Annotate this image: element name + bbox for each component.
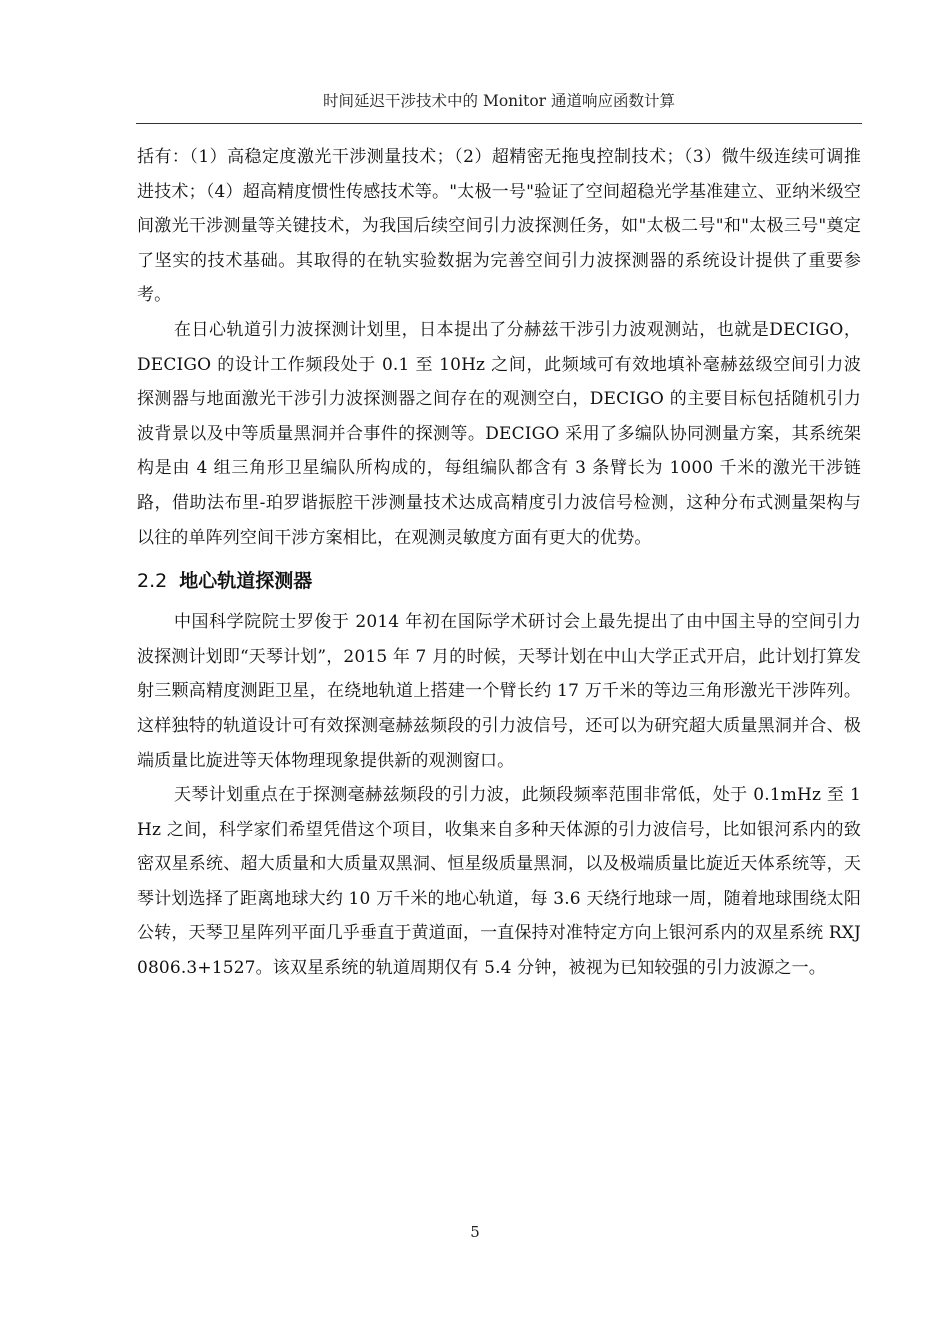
paragraph-tianqin-intro: 中国科学院院士罗俊于 2014 年初在国际学术研讨会上最先提出了由中国主导的空间引力波探测计划即“天琴计划”，2015 年 7 月的时候，天琴计划在中山大学正式开启，此计划打算发射三颗高精度测距卫星，在绕地轨道上搭建一个臂长约 17 万千米的等边三角形激光干涉阵列。这样独特的轨道设计可有效探测毫赫兹频段的引力波信号，还可以为研究超大质量黑洞并合、极端质量比旋进等天体物理现象提供新的观测窗口。 <box>137 612 861 771</box>
page-content <box>137 140 861 986</box>
paragraph-decigo: 在日心轨道引力波探测计划里，日本提出了分赫兹干涉引力波观测站，也就是DECIGO，DECIGO 的设计工作频段处于 0.1 至 10Hz 之间，此频域可有效地填补毫赫兹级空间引力波探测器与地面激光干涉引力波探测器之间存在的观测空白，DECIGO 的主要目标包括随机引力波背景以及中等质量黑洞并合事件的探测等。DECIGO 采用了多编队协同测量方案，其系统架构是由 4 组三角形卫星编队所构成的，每组编队都含有 3 条臂长为 1000 千米的激光干涉链路，借助法布里-珀罗谐振腔干涉测量技术达成高精度引力波信号检测，这种分布式测量架构与以往的单阵列空间干涉方案相比，在观测灵敏度方面有更大的优势。 <box>137 319 861 548</box>
header-rule <box>136 123 862 124</box>
page-number: 5 <box>470 1223 480 1241</box>
section-heading <box>137 567 861 595</box>
section-number: 2.2 <box>137 570 168 593</box>
paragraph-tianqin-detail: 天琴计划重点在于探测毫赫兹频段的引力波，此频段频率范围非常低，处于 0.1mHz 至 1Hz 之间，科学家们希望凭借这个项目，收集来自多种天体源的引力波信号，比如银河系内的致密双星系统、超大质量和大质量双黑洞、恒星级质量黑洞，以及极端质量比旋近天体系统等，天琴计划选择了距离地球大约 10 万千米的地心轨道，每 3.6 天绕行地球一周，随着地球围绕太阳公转，天琴卫星阵列平面几乎垂直于黄道面，一直保持对准特定方向上银河系内的双星系统 RXJ0806.3+1527。该双星系统的轨道周期仅有 5.4 分钟，被视为已知较强的引力波源之一。 <box>137 785 861 979</box>
section-title: 地心轨道探测器 <box>179 570 313 593</box>
running-header: 时间延迟干涉技术中的 Monitor 通道响应函数计算 <box>323 92 675 110</box>
paragraph-taiji-continued: 括有：（1）高稳定度激光干涉测量技术；（2）超精密无拖曳控制技术；（3）微牛级连续可调推进技术；（4）超高精度惯性传感技术等。"太极一号"验证了空间超稳光学基准建立、亚纳米级空间激光干涉测量等关键技术，为我国后续空间引力波探测任务，如"太极二号"和"太极三号"奠定了坚实的技术基础。其取得的在轨实验数据为完善空间引力波探测器的系统设计提供了重要参考。 <box>137 147 861 306</box>
